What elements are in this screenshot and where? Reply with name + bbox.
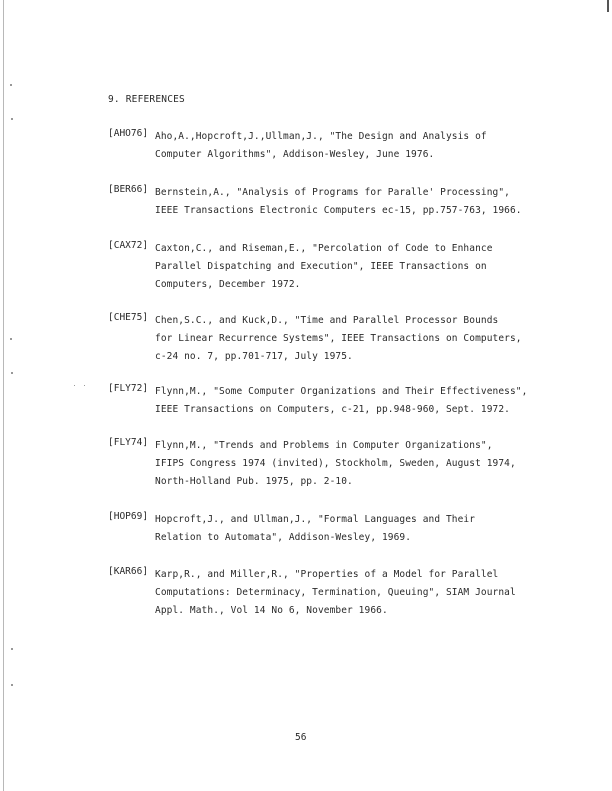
reference-line: Computers, December 1972. — [155, 279, 301, 290]
reference-key: [KAR66] — [108, 566, 149, 577]
reference-key: [CAX72] — [108, 240, 149, 251]
reference-line: Chen,S.C., and Kuck,D., "Time and Parallel Processor Bounds — [155, 315, 499, 326]
reference-text — [155, 128, 487, 164]
reference-text — [155, 184, 522, 220]
reference-text — [155, 437, 516, 491]
reference-key: [AHO76] — [108, 128, 149, 139]
scan-speck — [84, 385, 85, 386]
reference-key: [BER66] — [108, 184, 149, 195]
reference-line: Caxton,C., and Riseman,E., "Percolation of Code to Enhance — [155, 243, 493, 254]
reference-line: Bernstein,A., "Analysis of Programs for Paralle' Processing", — [155, 187, 510, 198]
reference-text — [155, 566, 516, 620]
scan-speck — [11, 372, 13, 374]
reference-text — [155, 383, 527, 419]
reference-key: [FLY72] — [108, 383, 149, 394]
reference-line: IEEE Transactions on Computers, c-21, pp.948-960, Sept. 1972. — [155, 404, 510, 415]
reference-text — [155, 312, 522, 366]
page-number: 56 — [295, 732, 307, 743]
reference-line: Flynn,M., "Trends and Problems in Computer Organizations", — [155, 440, 493, 451]
reference-line: IFIPS Congress 1974 (invited), Stockholm, Sweden, August 1974, — [155, 458, 516, 469]
reference-line: Flynn,M., "Some Computer Organizations and Their Effectiveness", — [155, 386, 528, 397]
scan-speck — [74, 385, 75, 386]
scan-corner-mark — [607, 0, 609, 12]
reference-line: Aho,A.,Hopcroft,J.,Ullman,J., "The Design and Analysis of — [155, 131, 487, 142]
reference-text — [155, 511, 475, 547]
reference-line: North-Holland Pub. 1975, pp. 2-10. — [155, 476, 353, 487]
scan-speck — [10, 338, 12, 340]
reference-line: Computations: Determinacy, Termination, Queuing", SIAM Journal — [155, 587, 516, 598]
reference-key: [CHE75] — [108, 312, 149, 323]
reference-key: [FLY74] — [108, 437, 149, 448]
reference-key: [HOP69] — [108, 511, 149, 522]
scan-speck — [11, 684, 13, 686]
reference-line: Computer Algorithms", Addison-Wesley, June 1976. — [155, 149, 435, 160]
scan-speck — [11, 648, 13, 650]
reference-line: Parallel Dispatching and Execution", IEEE Transactions on — [155, 261, 487, 272]
section-heading: 9. REFERENCES — [108, 94, 185, 105]
reference-line: for Linear Recurrence Systems", IEEE Transactions on Computers, — [155, 333, 522, 344]
reference-line: Karp,R., and Miller,R., "Properties of a Model for Parallel — [155, 569, 499, 580]
scan-speck — [11, 118, 13, 120]
reference-text — [155, 240, 493, 294]
reference-line: Relation to Automata", Addison-Wesley, 1969. — [155, 532, 412, 543]
reference-line: Hopcroft,J., and Ullman,J., "Formal Languages and Their — [155, 514, 476, 525]
reference-line: IEEE Transactions Electronic Computers ec-15, pp.757-763, 1966. — [155, 205, 522, 216]
reference-line: Appl. Math., Vol 14 No 6, November 1966. — [155, 605, 388, 616]
scan-speck — [10, 84, 12, 86]
scan-left-edge — [3, 0, 4, 791]
reference-line: c-24 no. 7, pp.701-717, July 1975. — [155, 351, 353, 362]
